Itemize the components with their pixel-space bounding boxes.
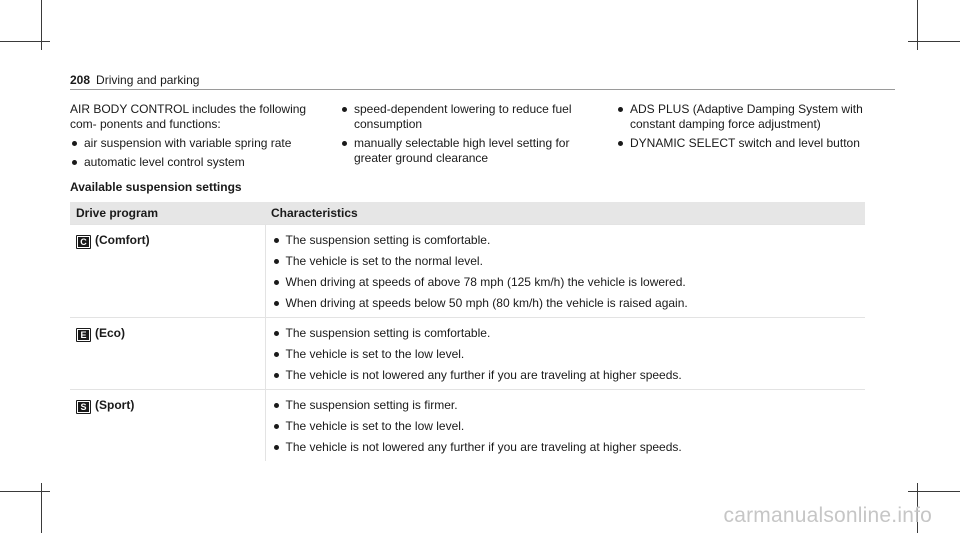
characteristics-cell	[265, 390, 865, 462]
list-item: When driving at speeds of above 78 mph (125 km/h) the vehicle is lowered.	[272, 275, 860, 290]
crop-mark	[908, 41, 960, 42]
crop-mark	[917, 0, 918, 50]
drive-program-cell	[70, 318, 265, 390]
drive-program-label: (Sport)	[95, 398, 135, 412]
drive-program-cell	[70, 225, 265, 318]
characteristics-cell	[265, 225, 865, 318]
intro-text: AIR BODY CONTROL includes the following com- ponents and functions:	[70, 102, 307, 131]
watermark: carmanualsonline.info	[723, 504, 932, 527]
list-item: air suspension with variable spring rate	[70, 136, 325, 151]
drive-program-label: (Eco)	[95, 326, 125, 340]
eco-mode-icon: E	[76, 328, 91, 342]
page-header	[70, 73, 199, 87]
list-item: The suspension setting is firmer.	[272, 398, 860, 413]
characteristics-cell	[265, 318, 865, 390]
column-header: Drive program	[70, 202, 265, 225]
column-header: Characteristics	[265, 202, 865, 225]
table-row	[70, 390, 865, 462]
list-item: The suspension setting is comfortable.	[272, 233, 860, 248]
list-item: The vehicle is set to the low level.	[272, 347, 860, 362]
list-item: The vehicle is set to the normal level.	[272, 254, 860, 269]
section-title: Available suspension settings	[70, 180, 242, 194]
intro-column-3	[616, 102, 866, 151]
list-item: The vehicle is not lowered any further if you are traveling at higher speeds.	[272, 368, 860, 383]
page-number: 208	[70, 73, 91, 87]
comfort-mode-icon: C	[76, 235, 91, 249]
crop-mark	[0, 41, 50, 42]
crop-mark	[0, 491, 50, 492]
list-item: manually selectable high level setting for greater ground clearance	[340, 136, 590, 166]
list-item: The suspension setting is comfortable.	[272, 326, 860, 341]
list-item: automatic level control system	[70, 155, 325, 170]
list-item: When driving at speeds below 50 mph (80 km/h) the vehicle is raised again.	[272, 296, 860, 311]
list-item: ADS PLUS (Adaptive Damping System with constant damping force adjustment)	[616, 102, 866, 132]
drive-program-cell	[70, 390, 265, 462]
list-item: The vehicle is set to the low level.	[272, 419, 860, 434]
table-row	[70, 318, 865, 390]
table-header-row	[70, 202, 865, 225]
crop-mark	[908, 491, 960, 492]
list-item: speed-dependent lowering to reduce fuel consumption	[340, 102, 590, 132]
sport-mode-icon: S	[76, 400, 91, 414]
intro-column-1	[70, 102, 325, 170]
section-name: Driving and parking	[96, 73, 200, 87]
drive-program-label: (Comfort)	[95, 233, 150, 247]
table-row	[70, 225, 865, 318]
crop-mark	[41, 0, 42, 50]
list-item: DYNAMIC SELECT switch and level button	[616, 136, 866, 151]
header-divider	[70, 89, 895, 90]
intro-column-2	[340, 102, 590, 166]
suspension-settings-table	[70, 202, 865, 461]
list-item: The vehicle is not lowered any further if you are traveling at higher speeds.	[272, 440, 860, 455]
